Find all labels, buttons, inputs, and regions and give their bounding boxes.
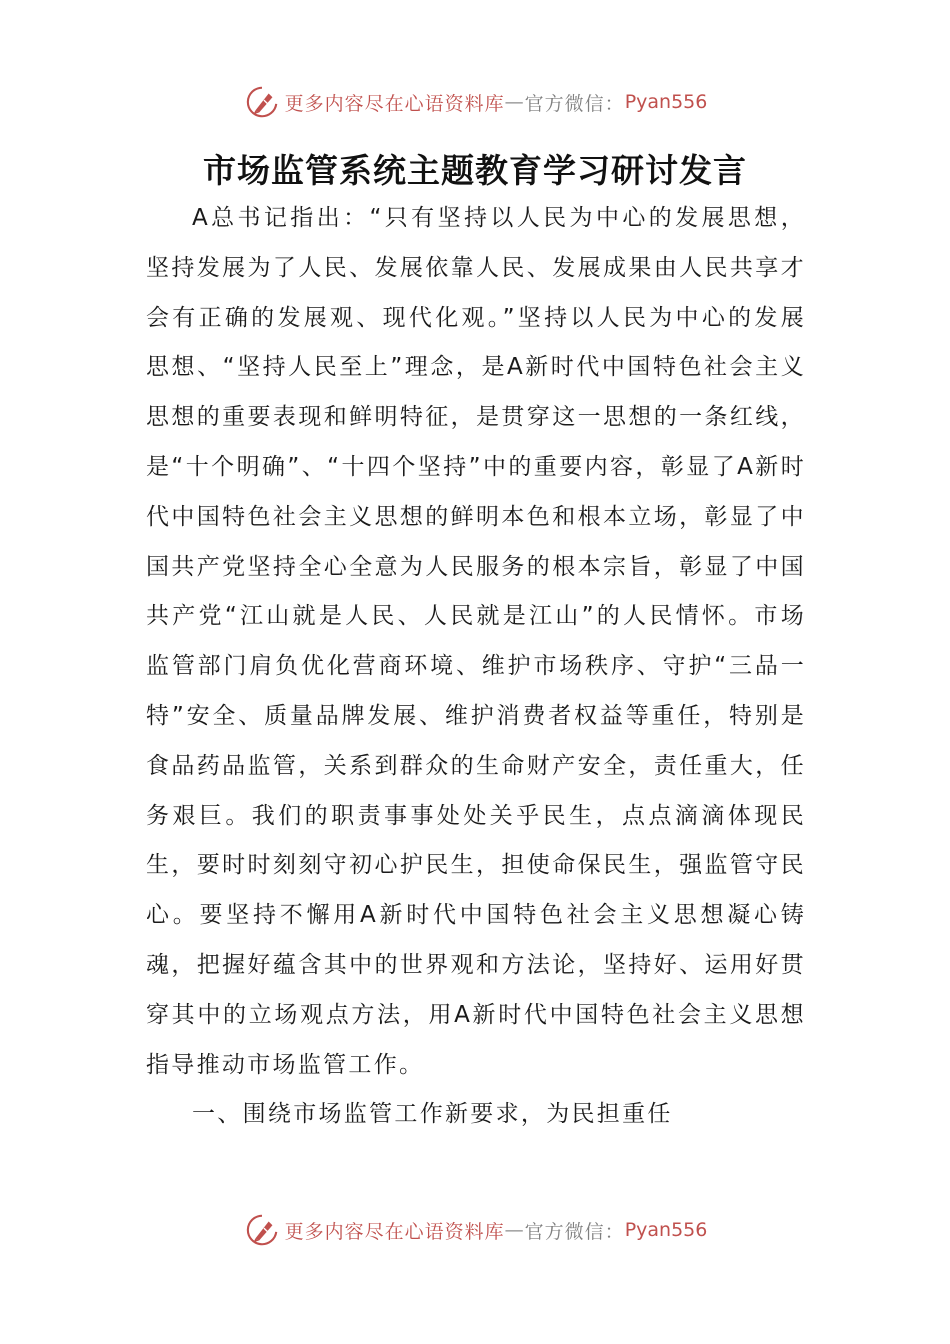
watermark-footer	[0, 1208, 950, 1252]
watermark-label: 官方微信：	[524, 92, 625, 115]
body-paragraph: A总书记指出：“只有坚持以人民为中心的发展思想，坚持发展为了人民、发展依靠人民、发展成果由人民共享才会有正确的发展观、现代化观。”坚持以人民为中心的发展思想、“坚持人民至上”理念，是A新时代中国特色社会主义思想的重要表现和鲜明特征，是贯穿这一思想的一条红线，是“十个明确”、“十四个坚持”中的重要内容，彰显了A新时代中国特色社会主义思想的鲜明本色和根本立场，彰显了中国共产党坚持全心全意为人民服务的根本宗旨，彰显了中国共产党“江山就是人民、人民就是江山”的人民情怀。市场监管部门肩负优化营商环境、维护市场秩序、守护“三品一特”安全、质量品牌发展、维护消费者权益等重任，特别是食品药品监管，关系到群众的生命财产安全，责任重大，任务艰巨。我们的职责事事处处关乎民生，点点滴滴体现民生，要时时刻刻守初心护民生，担使命保民生，强监管守民心。要坚持不懈用A新时代中国特色社会主义思想凝心铸魂，把握好蕴含其中的世界观和方法论，坚持好、运用好贯穿其中的立场观点方法，用A新时代中国特色社会主义思想指导推动市场监管工作。	[146, 205, 806, 1078]
watermark-label: 官方微信：	[524, 1220, 625, 1243]
pen-nib-logo-icon	[243, 1211, 281, 1249]
watermark-header	[0, 80, 950, 124]
document-title: 市场监管系统主题教育学习研讨发言	[203, 151, 747, 190]
watermark-main-text: 更多内容尽在心语资料库	[284, 1220, 505, 1243]
watermark-wechat-id: Pyan556	[624, 1219, 708, 1241]
watermark-main-text: 更多内容尽在心语资料库	[284, 92, 505, 115]
watermark-wechat-id: Pyan556	[624, 91, 708, 113]
pen-nib-logo-icon	[243, 83, 281, 121]
watermark-dash: —	[504, 91, 525, 113]
section-heading: 一、围绕市场监管工作新要求，为民担重任	[192, 1101, 673, 1128]
document-body	[146, 194, 806, 1140]
watermark-dash: —	[504, 1219, 525, 1241]
